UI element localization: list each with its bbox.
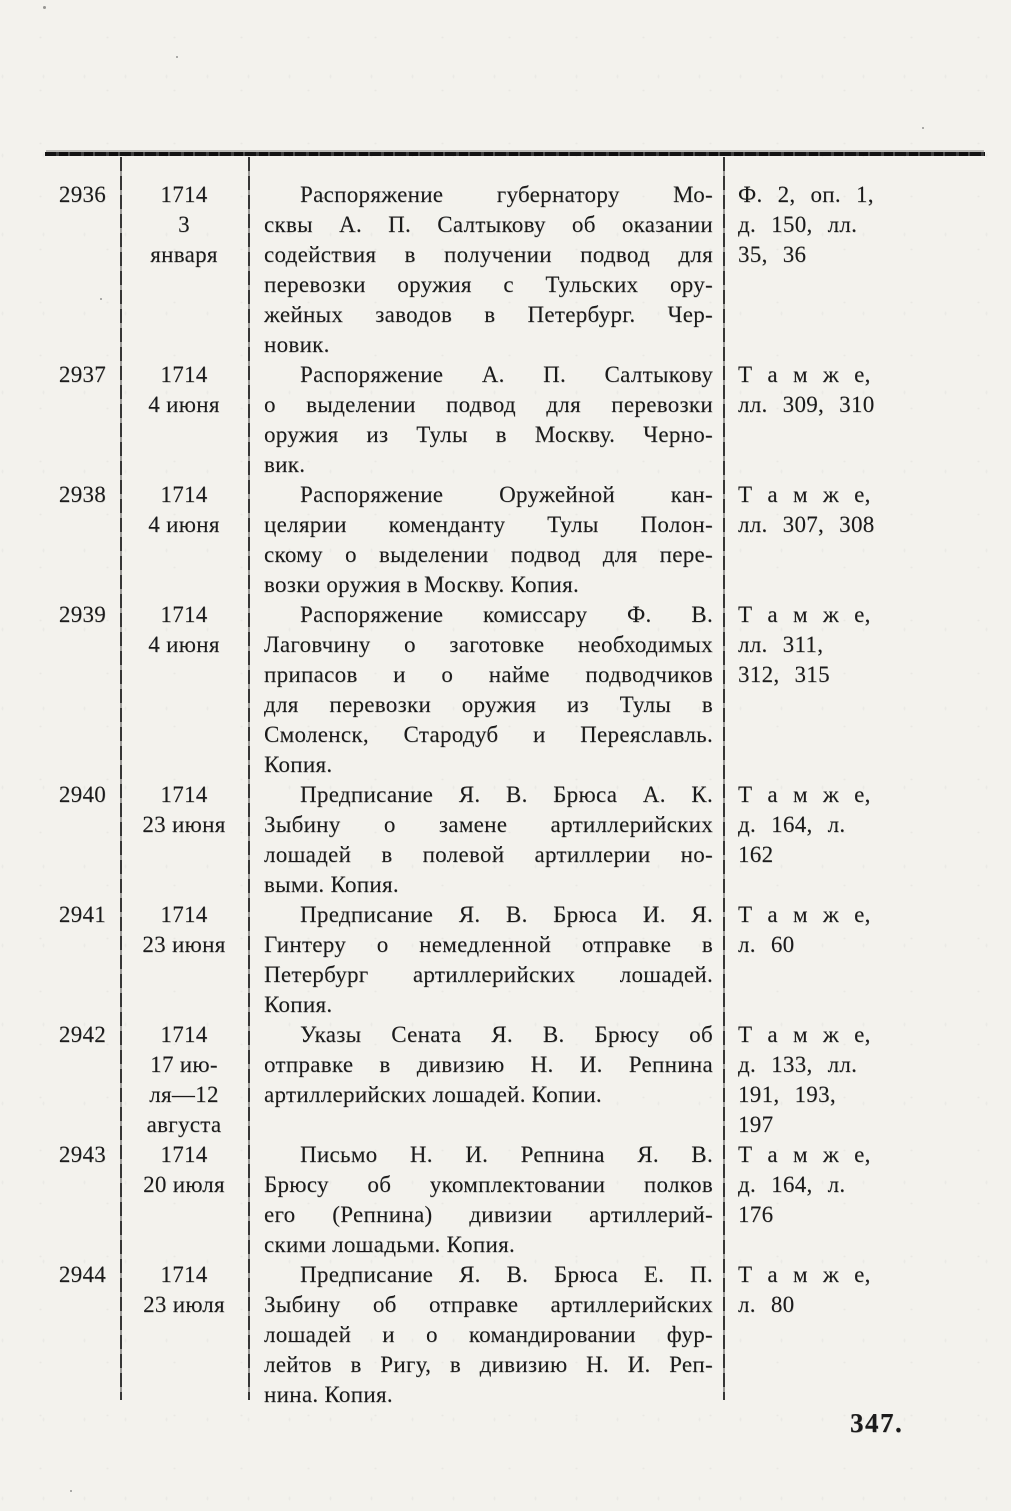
- entry-reference-line: д. 133, лл.: [738, 1052, 858, 1077]
- entry-date-line: 1714: [160, 482, 208, 507]
- entry-description-line: Зыбину об отправке артиллерийских: [264, 1292, 713, 1317]
- entry-description-line: Указы Сената Я. В. Брюсу об: [300, 1022, 713, 1047]
- entry-reference-line: д. 150, лл.: [738, 212, 858, 237]
- table-top-rule: [45, 152, 985, 156]
- entry-reference-line: лл. 307, 308: [738, 512, 875, 537]
- entry-number: 2940: [58, 782, 107, 807]
- entry-description-line: перевозки оружия с Тульских ору-: [264, 272, 713, 297]
- entry-date: [120, 780, 248, 840]
- entry-description-line: Петербург артиллерийских лошадей.: [264, 962, 713, 987]
- entry-reference-line: Т а м ж е,: [738, 1022, 871, 1047]
- paper-speck: [43, 6, 46, 9]
- entry-description: [248, 1020, 723, 1110]
- entry-reference: [723, 1140, 985, 1230]
- entry-date: [120, 900, 248, 960]
- entry-date-line: 1714: [160, 602, 208, 627]
- entry-date: [120, 600, 248, 660]
- entry-description-line: его (Репнина) дивизии артиллерий-: [264, 1202, 713, 1227]
- entry-description-line: Распоряжение губернатору Мо-: [300, 182, 713, 207]
- entry-date-line: 3: [178, 212, 190, 237]
- entry-description-line: целярии коменданту Тулы Полон-: [264, 512, 713, 537]
- entry-description: [248, 1260, 723, 1410]
- page-number: 347.: [850, 1408, 904, 1438]
- table-row: [45, 780, 985, 900]
- entry-reference-line: д. 164, л.: [738, 812, 846, 837]
- entry-description-line: возки оружия в Москву. Копия.: [264, 572, 579, 597]
- entry-description-line: жейных заводов в Петербург. Чер-: [264, 302, 713, 327]
- entry-date-line: января: [150, 242, 218, 267]
- entry-description-line: оружия из Тулы в Москву. Черно-: [264, 422, 713, 447]
- entry-reference-line: лл. 311,: [738, 632, 824, 657]
- entry-description-line: отправке в дивизию Н. И. Репнина: [264, 1052, 713, 1077]
- table-row: [45, 1260, 985, 1410]
- entry-description-line: Брюсу об укомплектовании полков: [264, 1172, 713, 1197]
- entry-reference: [723, 780, 985, 870]
- entry-description: [248, 360, 723, 480]
- entry-reference-line: Т а м ж е,: [738, 362, 871, 387]
- entry-description-line: лошадей и о командировании фур-: [264, 1322, 713, 1347]
- entry-description-line: вик.: [264, 452, 306, 477]
- entry-description-line: Копия.: [264, 752, 333, 777]
- entry-number: 2937: [58, 362, 107, 387]
- table-row: [45, 480, 985, 600]
- entry-date-line: 17 ию-: [150, 1052, 218, 1077]
- entry-reference-line: 176: [738, 1202, 774, 1227]
- entry-description-line: содействия в получении подвод для: [264, 242, 713, 267]
- entry-reference-line: 162: [738, 842, 774, 867]
- entry-description-line: Копия.: [264, 992, 333, 1017]
- entry-reference: [723, 1260, 985, 1320]
- entry-date: [120, 180, 248, 270]
- entry-date-line: 23 июня: [142, 812, 226, 837]
- entry-description-line: скими лошадьми. Копия.: [264, 1232, 515, 1257]
- entry-reference-line: Т а м ж е,: [738, 602, 871, 627]
- entry-date: [120, 480, 248, 540]
- entry-date-line: 4 июня: [148, 392, 220, 417]
- table-row: [45, 360, 985, 480]
- entry-description-line: скому о выделении подвод для пере-: [264, 542, 713, 567]
- entry-date-line: ля—12: [149, 1082, 219, 1107]
- entry-date-line: 23 июня: [142, 932, 226, 957]
- entry-reference-line: 197: [738, 1112, 774, 1137]
- entry-description-line: для перевозки оружия из Тулы в: [264, 692, 713, 717]
- entry-reference-line: 312, 315: [738, 662, 830, 687]
- paper-speck: [176, 56, 178, 58]
- entry-date-line: 1714: [160, 1262, 208, 1287]
- entries-table: [45, 180, 985, 1410]
- entry-date-line: 1714: [160, 902, 208, 927]
- entry-description-line: новик.: [264, 332, 330, 357]
- entry-reference-line: л. 80: [738, 1292, 795, 1317]
- table-row: [45, 600, 985, 780]
- entry-date: [120, 360, 248, 420]
- entry-description-line: о выделении подвод для перевозки: [264, 392, 713, 417]
- entry-description: [248, 900, 723, 1020]
- entry-description-line: лошадей в полевой артиллерии но-: [264, 842, 713, 867]
- entry-reference-line: Т а м ж е,: [738, 1262, 871, 1287]
- table-row: [45, 1020, 985, 1140]
- entry-number: 2936: [58, 182, 107, 207]
- entry-description: [248, 780, 723, 900]
- entry-number: 2941: [58, 902, 107, 927]
- entry-reference-line: д. 164, л.: [738, 1172, 846, 1197]
- entry-reference: [723, 360, 985, 420]
- entry-description-line: нина. Копия.: [264, 1382, 393, 1407]
- entry-date-line: августа: [146, 1112, 222, 1137]
- entry-reference: [723, 480, 985, 540]
- entry-reference-line: л. 60: [738, 932, 795, 957]
- entry-date: [120, 1140, 248, 1200]
- entry-date-line: 1714: [160, 362, 208, 387]
- entry-number: 2944: [58, 1262, 107, 1287]
- entry-reference-line: Т а м ж е,: [738, 782, 871, 807]
- table-row: [45, 180, 985, 360]
- entry-description-line: сквы А. П. Салтыкову об оказании: [264, 212, 713, 237]
- entry-date-line: 4 июня: [148, 512, 220, 537]
- entry-number: 2943: [58, 1142, 107, 1167]
- entry-date-line: 1714: [160, 182, 208, 207]
- entry-description-line: Предписание Я. В. Брюса И. Я.: [300, 902, 713, 927]
- entry-reference-line: 191, 193,: [738, 1082, 836, 1107]
- entry-date-line: 1714: [160, 1022, 208, 1047]
- paper-speck: [922, 127, 924, 129]
- entry-description: [248, 600, 723, 780]
- entry-description-line: Письмо Н. И. Репнина Я. В.: [300, 1142, 713, 1167]
- entry-description-line: Распоряжение комиссару Ф. В.: [300, 602, 713, 627]
- entry-description-line: Предписание Я. В. Брюса А. К.: [300, 782, 713, 807]
- entry-description-line: Распоряжение Оружейной кан-: [300, 482, 713, 507]
- entry-description: [248, 1140, 723, 1260]
- entry-reference: [723, 1020, 985, 1140]
- table-row: [45, 900, 985, 1020]
- entry-description: [248, 480, 723, 600]
- entry-date: [120, 1020, 248, 1140]
- paper-speck: [70, 1490, 72, 1492]
- entry-description-line: Зыбину о замене артиллерийских: [264, 812, 713, 837]
- entry-description-line: Лаговчину о заготовке необходимых: [264, 632, 713, 657]
- entry-date-line: 4 июня: [148, 632, 220, 657]
- entry-description-line: артиллерийских лошадей. Копии.: [264, 1082, 602, 1107]
- entry-reference: [723, 180, 985, 270]
- entry-description-line: Распоряжение А. П. Салтыкову: [300, 362, 713, 387]
- entry-date-line: 23 июля: [143, 1292, 225, 1317]
- entry-date: [120, 1260, 248, 1320]
- table-row: [45, 1140, 985, 1260]
- entry-reference: [723, 900, 985, 960]
- entry-reference-line: Т а м ж е,: [738, 902, 871, 927]
- entry-reference: [723, 600, 985, 690]
- entry-description: [248, 180, 723, 360]
- entry-date-line: 20 июля: [143, 1172, 225, 1197]
- entry-reference-line: 35, 36: [738, 242, 807, 267]
- entry-reference-line: Ф. 2, оп. 1,: [738, 182, 874, 207]
- entry-description-line: лейтов в Ригу, в дивизию Н. И. Реп-: [264, 1352, 713, 1377]
- entry-number: 2942: [58, 1022, 107, 1047]
- entry-description-line: припасов и о найме подводчиков: [264, 662, 713, 687]
- entry-number: 2938: [58, 482, 107, 507]
- entry-number: 2939: [58, 602, 107, 627]
- entry-date-line: 1714: [160, 1142, 208, 1167]
- entry-description-line: Предписание Я. В. Брюса Е. П.: [300, 1262, 713, 1287]
- entry-reference-line: Т а м ж е,: [738, 1142, 871, 1167]
- entry-reference-line: Т а м ж е,: [738, 482, 871, 507]
- entry-description-line: Смоленск, Стародуб и Переяславль.: [264, 722, 713, 747]
- entry-reference-line: лл. 309, 310: [738, 392, 875, 417]
- entry-description-line: выми. Копия.: [264, 872, 399, 897]
- entry-description-line: Гинтеру о немедленной отправке в: [264, 932, 713, 957]
- entry-date-line: 1714: [160, 782, 208, 807]
